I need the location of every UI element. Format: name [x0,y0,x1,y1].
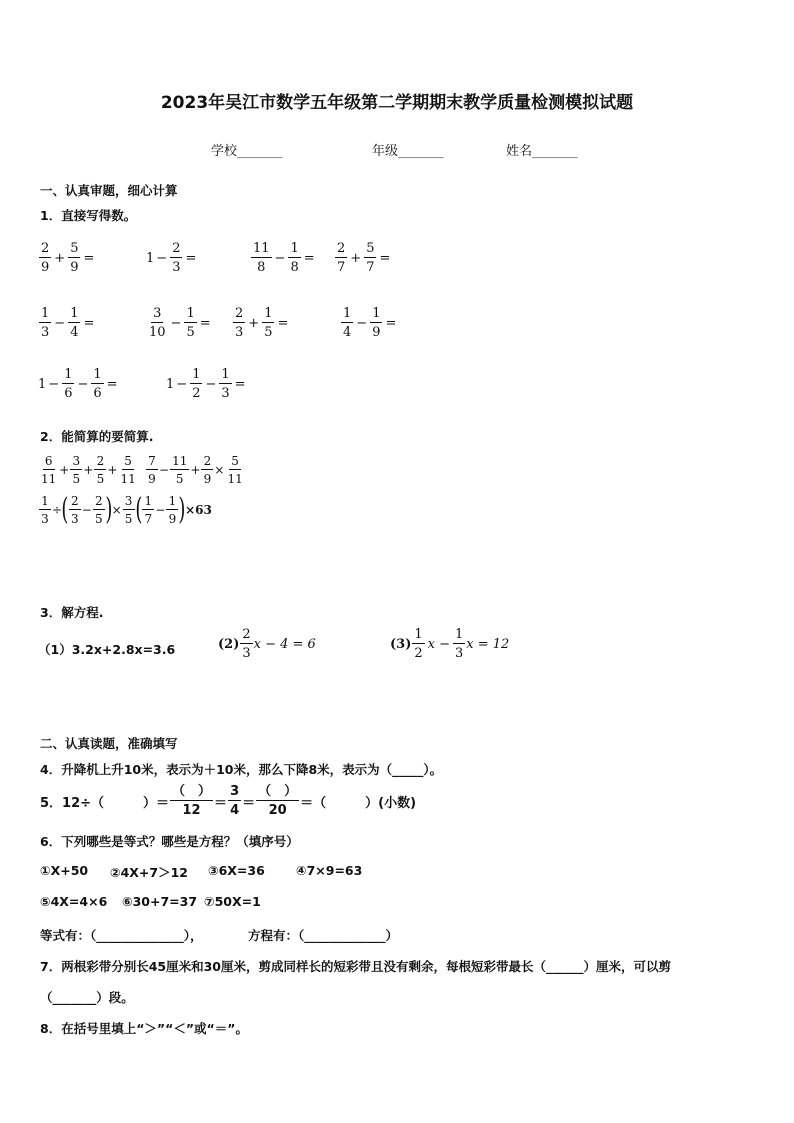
q2-label: 2．能简算的要简算. [40,429,154,444]
q2-expr-2: $\frac{7}{9}$ − $\frac{11}{5}$ + $\frac{2}{9}$ × $\frac{5}{11}$ [145,455,246,485]
section-1-heading: 一、认真审题，细心计算 [40,183,178,198]
q6-option-3: ③6X=36 [208,863,265,878]
name-field: 姓名_______ [506,144,578,159]
q6-label: 6．下列哪些是等式？哪些是方程？（填序号） [40,834,299,849]
q1-r3-a: 1 − $\frac{1}{6}$ − $\frac{1}{6}$ = [38,367,118,401]
q1-r2-b: $\frac{3}{10}$ − $\frac{1}{5}$ = [149,306,211,340]
q1-r1-b: 1 − $\frac{2}{3}$ = [146,241,197,275]
q1-label: 1．直接写得数。 [40,208,137,223]
q6-option-6: ⑥30+7=37 [122,894,198,909]
q8-text: 8．在括号里填上“＞”“＜”或“＝”。 [40,1021,248,1036]
q3-eq-1: （1）3.2x+2.8x=3.6 [38,642,176,657]
q2-expr-3: $\frac{1}{3}$ ÷ ( $\frac{2}{3}$ − $\frac{2}{5}$ ) × $\frac{3}{5}$ ( $\frac{1}{7}$ − $\frac{1}{9}$ ) ×63 [38,495,212,525]
q1-r1-d: $\frac{2}{7}$ + $\frac{5}{7}$ = [337,241,391,275]
grade-field: 年级_______ [372,144,444,159]
page-title: 2023年吴江市数学五年级第二学期期末教学质量检测模拟试题 [160,93,634,113]
q1-r2-d: $\frac{1}{4}$ − $\frac{1}{9}$ = [343,306,397,340]
q2-expr-1: $\frac{6}{11}$ + $\frac{3}{5}$ + $\frac{2}{5}$ + $\frac{5}{11}$ [41,454,136,486]
q3-label: 3．解方程. [40,605,104,620]
q7-line-1: 7．两根彩带分别长45厘米和30厘米，剪成同样长的短彩带且没有剩余，每根短彩带最长（______）厘米，可以剪 [40,959,671,974]
q1-r2-c: $\frac{2}{3}$ + $\frac{1}{5}$ = [235,306,289,340]
q4-text: 4．升降机上升10米，表示为＋10米，那么下降8米，表示为（_____）。 [40,762,443,777]
q7-line-2: （_______）段。 [40,990,134,1005]
q3-eq-2: (2) $\frac{2}{3}$ x − 4 = 6 [218,627,316,661]
q6-option-2: ②4X+7＞12 [110,865,188,880]
q1-r1-c: $\frac{11}{8}$ − $\frac{1}{8}$ = [253,241,315,275]
q1-r2-a: $\frac{1}{3}$ − $\frac{1}{4}$ = [41,306,95,340]
school-field: 学校_______ [211,144,283,159]
q5-text: 5．12÷（ ）＝ $\frac{( )}{12}$ ＝ $\frac{3}{4}$ ＝ $\frac{( )}{20}$ ＝（ ）(小数) [40,784,417,818]
q1-r3-b: 1 − $\frac{1}{2}$ − $\frac{1}{3}$ = [166,367,246,401]
q6-option-1: ①X+50 [40,863,89,878]
q6-option-7: ⑦50X=1 [204,894,261,909]
q6-option-4: ④7×9=63 [296,863,363,878]
q6-answer-equations: 等式有：（______________）， [40,928,203,943]
q1-r1-a: $\frac{2}{9}$ + $\frac{5}{9}$ = [41,241,95,275]
q6-option-5: ⑤4X=4×6 [40,894,108,909]
q6-answer-solutions: 方程有：（_____________） [248,928,399,943]
q3-eq-3: (3) $\frac{1}{2}$ x − $\frac{1}{3}$ x = 12 [390,627,510,661]
section-2-heading: 二、认真读题，准确填写 [40,736,178,751]
